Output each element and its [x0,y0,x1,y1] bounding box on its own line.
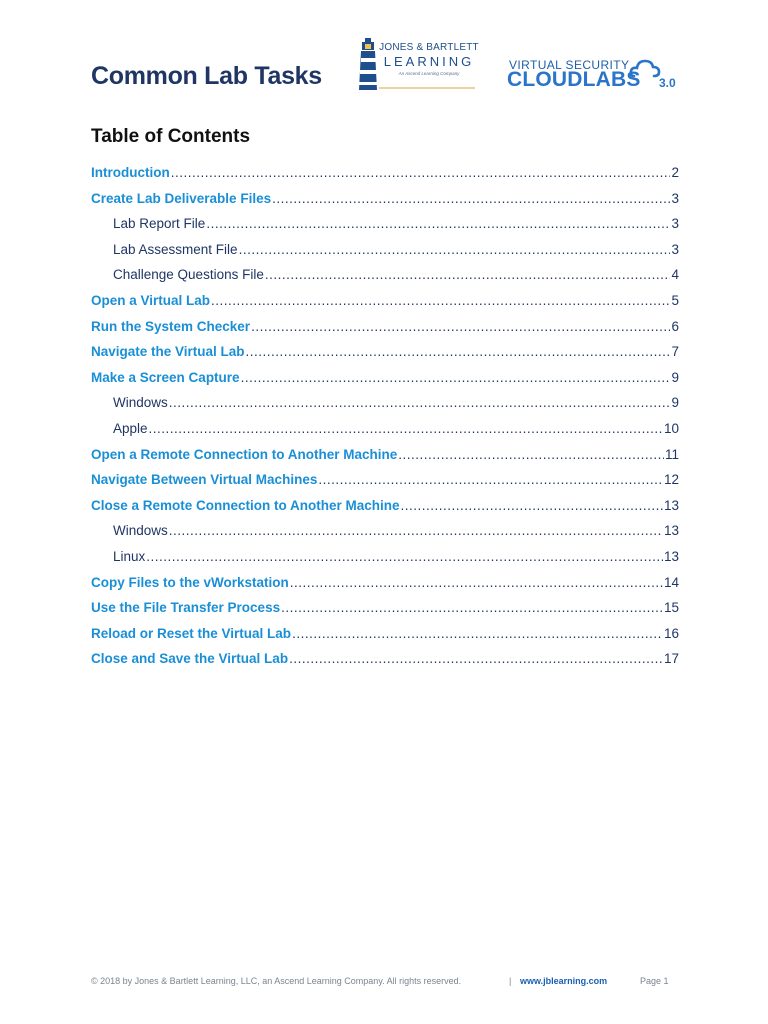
page-title: Common Lab Tasks [91,62,322,90]
toc-dot-leader [318,470,663,490]
publisher-name: JONES & BARTLETT [379,42,479,53]
toc-dot-leader [265,265,671,285]
toc-entry[interactable] [91,342,679,368]
toc-entry[interactable] [91,598,679,624]
toc-entry[interactable] [91,189,679,215]
toc-page-number: 10 [663,420,679,436]
toc-entry[interactable] [91,317,679,343]
toc-dot-leader [289,649,663,669]
toc-dot-leader [246,342,671,362]
toc-dot-leader [171,163,671,183]
toc-entry[interactable] [91,496,679,522]
toc-entry-label: Linux [113,548,146,564]
toc-dot-leader [206,214,670,234]
toc-page-number: 12 [663,472,679,488]
toc-page-number: 6 [671,318,679,334]
toc-heading: Table of Contents [91,126,251,147]
toc-entry-label: Open a Virtual Lab [91,292,211,308]
footer-separator: | [509,976,512,986]
toc-subentry[interactable] [91,547,679,573]
toc-entry[interactable] [91,624,679,650]
toc-page-number: 13 [663,548,679,564]
toc-dot-leader [281,598,663,618]
toc-page-number: 16 [663,625,679,641]
toc-subentry[interactable] [91,393,679,419]
cloud-icon [628,52,662,86]
toc-subentry[interactable] [91,265,679,291]
toc-page-number: 13 [663,497,679,513]
toc-entry-label: Windows [113,523,168,539]
toc-entry[interactable] [91,445,679,471]
footer-website-link[interactable]: www.jblearning.com [520,976,608,986]
publisher-tagline: An Ascend Learning Company [398,71,460,76]
toc-dot-leader [211,291,670,311]
toc-entry-label: Navigate Between Virtual Machines [91,472,318,488]
toc-dot-leader [241,368,671,388]
toc-subentry[interactable] [91,419,679,445]
toc-entry-label: Open a Remote Connection to Another Machine [91,446,398,462]
toc-dot-leader [149,419,663,439]
toc-page-number: 11 [664,446,679,462]
toc-subentry[interactable] [91,214,679,240]
toc-page-number: 3 [671,190,679,206]
toc-page-number: 14 [663,574,679,590]
product-version: 3.0 [659,76,676,90]
toc-dot-leader [401,496,663,516]
product-logo-name: CLOUDLABS [507,68,641,91]
toc-dot-leader [146,547,663,567]
toc-list [91,163,679,675]
footer-copyright: © 2018 by Jones & Bartlett Learning, LLC, an Ascend Learning Company. All rights reserved. [91,976,462,986]
toc-entry-label: Create Lab Deliverable Files [91,190,272,206]
footer-page-number: Page 1 [640,976,669,986]
toc-dot-leader [398,445,664,465]
toc-entry[interactable] [91,470,679,496]
toc-entry-label: Introduction [91,165,170,180]
toc-entry-label: Challenge Questions File [113,267,264,283]
product-logo-subtitle: VIRTUAL SECURITY [509,58,630,72]
publisher-learning: LEARNING [383,54,475,69]
toc-page-number: 3 [671,241,679,257]
toc-entry-label: Lab Report File [113,216,206,232]
toc-entry-label: Lab Assessment File [113,241,238,257]
toc-entry-label: Close a Remote Connection to Another Machine [91,497,400,513]
toc-dot-leader [169,393,671,413]
toc-entry-label: Reload or Reset the Virtual Lab [91,625,292,641]
toc-dot-leader [292,624,663,644]
toc-page-number: 7 [671,344,679,360]
toc-entry-label: Use the File Transfer Process [91,600,281,616]
toc-page-number: 3 [671,216,679,232]
toc-dot-leader [169,521,663,541]
toc-subentry[interactable] [91,521,679,547]
toc-entry-label: Make a Screen Capture [91,369,240,385]
toc-entry-label: Close and Save the Virtual Lab [91,651,289,667]
toc-dot-leader [251,317,670,337]
toc-page-number: 2 [671,165,679,180]
toc-page-number: 4 [671,267,679,283]
toc-subentry[interactable] [91,240,679,266]
toc-entry-label: Navigate the Virtual Lab [91,344,245,360]
toc-entry[interactable] [91,573,679,599]
toc-page-number: 15 [663,600,679,616]
toc-page-number: 9 [671,395,679,411]
toc-page-number: 17 [663,651,679,667]
toc-dot-leader [290,573,663,593]
toc-page-number: 13 [663,523,679,539]
toc-entry-label: Windows [113,395,168,411]
toc-entry-label: Apple [113,420,148,436]
toc-entry[interactable] [91,368,679,394]
toc-entry[interactable] [91,649,679,675]
toc-dot-leader [239,240,671,260]
publisher-logo [379,42,479,76]
toc-dot-leader [272,189,670,209]
toc-entry-label: Copy Files to the vWorkstation [91,574,289,590]
toc-entry-label: Run the System Checker [91,318,251,334]
toc-page-number: 9 [671,369,679,385]
toc-entry[interactable] [91,163,679,189]
toc-entry[interactable] [91,291,679,317]
toc-page-number: 5 [671,292,679,308]
